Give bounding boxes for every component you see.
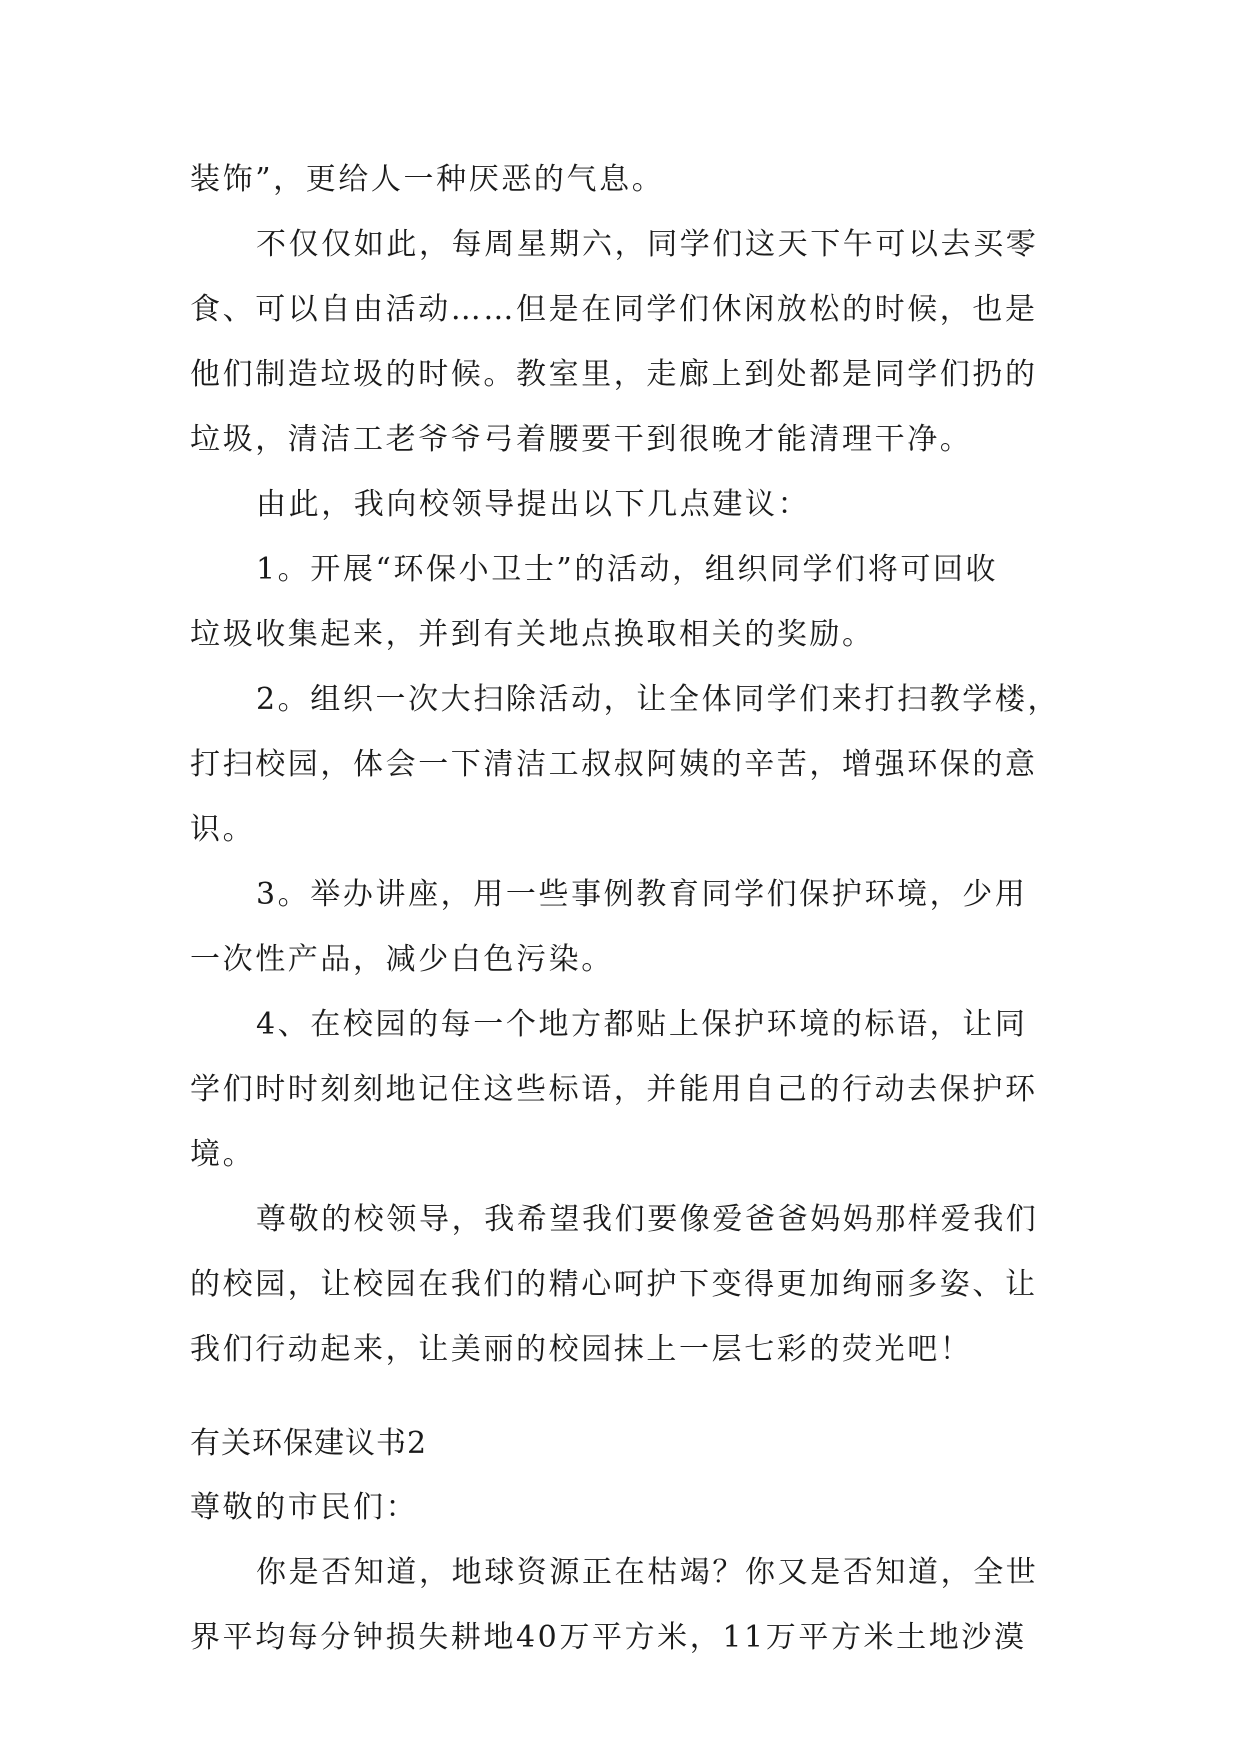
list-item-line: 1。开展“环保小卫士”的活动，组织同学们将可回收 bbox=[256, 552, 999, 587]
paragraph-line: 我们行动起来，让美丽的校园抹上一层七彩的荧光吧！ bbox=[190, 1332, 973, 1367]
paragraph-line: 尊敬的校领导，我希望我们要像爱爸爸妈妈那样爱我们 bbox=[256, 1202, 1039, 1237]
paragraph-line: 的校园，让校园在我们的精心呵护下变得更加绚丽多姿、让 bbox=[190, 1267, 1038, 1302]
list-item-line: 垃圾收集起来，并到有关地点换取相关的奖励。 bbox=[190, 617, 875, 652]
paragraph-line: 界平均每分钟损失耕地40万平方米，11万平方米土地沙漠 bbox=[190, 1620, 1027, 1655]
salutation: 尊敬的市民们： bbox=[190, 1490, 419, 1525]
paragraph-line: 装饰”，更给人一种厌恶的气息。 bbox=[190, 162, 665, 197]
list-item-line: 打扫校园，体会一下清洁工叔叔阿姨的辛苦，增强环保的意 bbox=[190, 747, 1038, 782]
paragraph-line: 由此，我向校领导提出以下几点建议： bbox=[256, 487, 811, 522]
section-heading: 有关环保建议书2 bbox=[190, 1426, 428, 1461]
paragraph-line: 垃圾，清洁工老爷爷弓着腰要干到很晚才能清理干净。 bbox=[190, 422, 973, 457]
paragraph-line: 你是否知道，地球资源正在枯竭？你又是否知道，全世 bbox=[256, 1555, 1039, 1590]
list-item-line: 4、在校园的每一个地方都贴上保护环境的标语，让同 bbox=[256, 1007, 1028, 1042]
paragraph-line: 食、可以自由活动……但是在同学们休闲放松的时候，也是 bbox=[190, 292, 1038, 327]
list-item-line: 2。组织一次大扫除活动，让全体同学们来打扫教学楼， bbox=[256, 682, 1061, 717]
list-item-line: 一次性产品，减少白色污染。 bbox=[190, 942, 614, 977]
list-item-line: 学们时时刻刻地记住这些标语，并能用自己的行动去保护环 bbox=[190, 1072, 1038, 1107]
paragraph-line: 不仅仅如此，每周星期六，同学们这天下午可以去买零 bbox=[256, 227, 1039, 262]
list-item-line: 识。 bbox=[190, 812, 256, 847]
paragraph-line: 他们制造垃圾的时候。教室里，走廊上到处都是同学们扔的 bbox=[190, 357, 1038, 392]
list-item-line: 3。举办讲座，用一些事例教育同学们保护环境，少用 bbox=[256, 877, 1028, 912]
list-item-line: 境。 bbox=[190, 1137, 256, 1172]
